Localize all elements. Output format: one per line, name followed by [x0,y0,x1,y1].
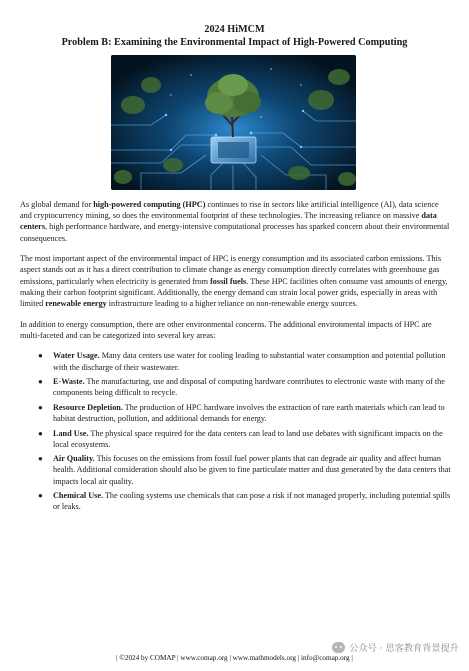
list-item-resource-depletion [38,402,452,424]
text-run: In addition to energy consumption, there are other environmental concerns. The additional environmental impacts of HPC are multi-faceted and can be categorized into several key areas: [20,319,432,340]
problem-title: Problem B: Examining the Environmental Impact of High-Powered Computing [61,37,408,48]
footer: | ©2024 by COMAP | www.comap.org | www.mathmodels.org | info@comap.org | [116,654,353,662]
bullet-text: The production of HPC hardware involves the extraction of rare earth materials which can lead to habitat destruction, pollution, and additional demands for energy. [53,402,445,424]
body-text [20,199,452,516]
text-run: The most important aspect of the environmental impact of HPC is energy consumption and its associated carbon emissions. This aspect stands out as it has a direct contribution to climate change as energy consumption directly correlates with greenhouse gas emissions, particularly when electricity is generated from [20,254,442,286]
bold-term-fossil-fuels: fossil fuels [210,276,247,286]
bullet-term: E-Waste. [53,377,85,387]
list-item-land-use [38,428,452,450]
bullet-dot-icon: ● [38,351,43,361]
bullet-dot-icon: ● [38,428,43,438]
competition-title: 2024 HiMCM [204,24,265,35]
bullet-dot-icon: ● [38,402,43,412]
bullet-term: Resource Depletion. [53,402,123,412]
bullet-term: Water Usage. [53,351,100,361]
wechat-icon [332,642,345,653]
text-run: continues to rise in sectors like artificial intelligence (AI), data science and cryptocurrency mining, so does the environmental footprint of these technologies. The increasing reliance on massive [20,200,439,221]
bullet-text: The physical space required for the data centers can lead to land use debates with significant impacts on the local ecosystems. [53,428,443,449]
list-item-air-quality [38,453,452,487]
circuit-tree-image [111,55,356,190]
bullet-term: Air Quality. [53,454,95,464]
bold-term-data-centers: data centers [20,211,437,232]
text-run: , high performance hardware, and energy-intensive computational processes has sparked concern about their environmental consequences. [20,222,450,243]
bullet-dot-icon: ● [38,377,43,387]
text-run: infrastructure leading to a higher reliance on non-renewable energy sources. [106,299,358,309]
text-run: . These HPC facilities often consume vast amounts of energy, making their carbon footprint significant. Additionally, the energy demand can strain local power grids, especially in areas with limited [20,276,448,309]
paragraph-other-concerns [20,319,452,341]
impact-list [20,350,452,512]
bullet-term: Land Use. [53,428,89,438]
list-item-water-usage [38,350,452,372]
bullet-dot-icon: ● [38,454,43,464]
bold-term-hpc: high-powered computing (HPC) [93,200,206,209]
document-header [0,23,469,49]
bullet-text: The cooling systems use chemicals that can pose a risk if not managed properly, including potential spills or leaks. [53,491,451,512]
bullet-text: The manufacturing, use and disposal of computing hardware contributes to electronic waste with many of the components being difficult to recycle. [53,377,445,398]
watermark [332,640,459,654]
paragraph-intro [20,199,452,244]
paragraph-energy [20,253,452,309]
bullet-text: Many data centers use water for cooling leading to substantial water consumption and potential pollution with the discharge of their wastewater. [53,351,446,372]
bold-term-renewable-energy: renewable energy [45,299,107,309]
text-run: As global demand for [20,200,94,209]
hero-image [111,55,356,190]
list-item-e-waste [38,376,452,398]
list-item-chemical-use [38,490,452,512]
watermark-text: 公众号 · 思客教育背景提升 [349,643,459,654]
bullet-text: This focuses on the emissions from fossil fuel power plants that can degrade air quality and affect human health. Additional consideration should also be given to fine particulate matter and dust generated by the data centers that impacts local air quality. [53,454,451,486]
bullet-dot-icon: ● [38,491,43,501]
bullet-term: Chemical Use. [53,491,104,501]
